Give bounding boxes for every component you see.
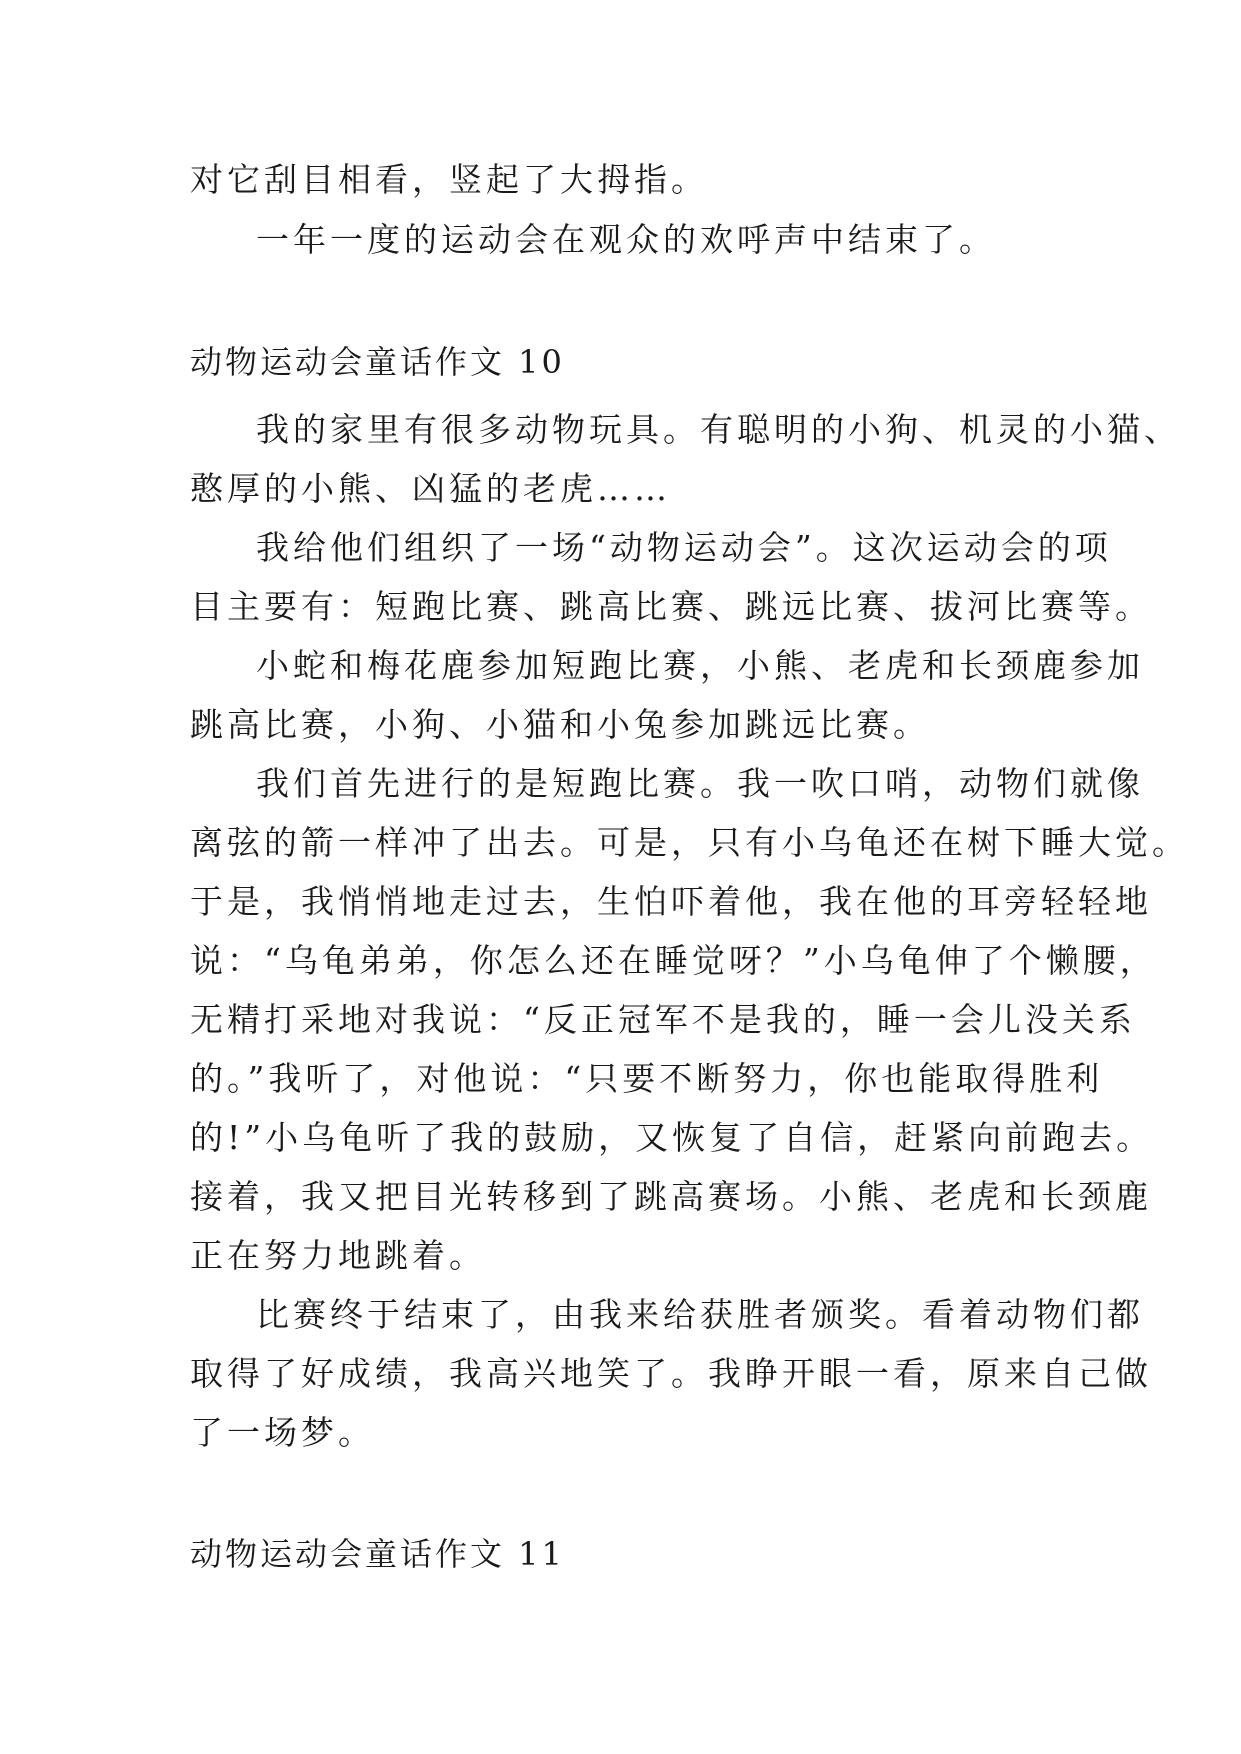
- text-line: 比赛终于结束了，由我来给获胜者颁奖。看着动物们都: [256, 1295, 1144, 1334]
- text-line: 小蛇和梅花鹿参加短跑比赛，小熊、老虎和长颈鹿参加: [256, 646, 1144, 685]
- text-line: 无精打采地对我说：“反正冠军不是我的，睡一会儿没关系: [190, 1000, 1136, 1039]
- text-line: 的。”我听了，对他说：“只要不断努力，你也能取得胜利: [190, 1059, 1104, 1098]
- text-line: 正在努力地跳着。: [190, 1236, 486, 1275]
- text-line: 我的家里有很多动物玩具。有聪明的小狗、机灵的小猫、: [256, 410, 1181, 449]
- text-line: 对它刮目相看，竖起了大拇指。: [190, 160, 708, 199]
- essay-title: 动物运动会童话作文 10: [190, 343, 565, 381]
- text-line: 离弦的箭一样冲了出去。可是，只有小乌龟还在树下睡大觉。: [190, 823, 1189, 862]
- text-line: 一年一度的运动会在观众的欢呼声中结束了。: [256, 220, 996, 259]
- text-line: 接着，我又把目光转移到了跳高赛场。小熊、老虎和长颈鹿: [190, 1177, 1152, 1216]
- text-line: 的!”小乌龟听了我的鼓励，又恢复了自信，赶紧向前跑去。: [190, 1118, 1154, 1157]
- text-line: 我给他们组织了一场“动物运动会”。这次运动会的项: [256, 528, 1112, 567]
- text-line: 目主要有：短跑比赛、跳高比赛、跳远比赛、拔河比赛等。: [190, 587, 1152, 626]
- text-line: 取得了好成绩，我高兴地笑了。我睁开眼一看，原来自己做: [190, 1354, 1152, 1393]
- text-line: 我们首先进行的是短跑比赛。我一吹口哨，动物们就像: [256, 764, 1144, 803]
- essay-title: 动物运动会童话作文 11: [190, 1535, 565, 1573]
- text-line: 于是，我悄悄地走过去，生怕吓着他，我在他的耳旁轻轻地: [190, 882, 1152, 921]
- text-line: 了一场梦。: [190, 1413, 375, 1452]
- text-line: 憨厚的小熊、凶猛的老虎……: [190, 469, 671, 508]
- text-line: 跳高比赛，小狗、小猫和小兔参加跳远比赛。: [190, 705, 930, 744]
- text-line: 说：“乌龟弟弟，你怎么还在睡觉呀？”小乌龟伸了个懒腰，: [190, 941, 1157, 980]
